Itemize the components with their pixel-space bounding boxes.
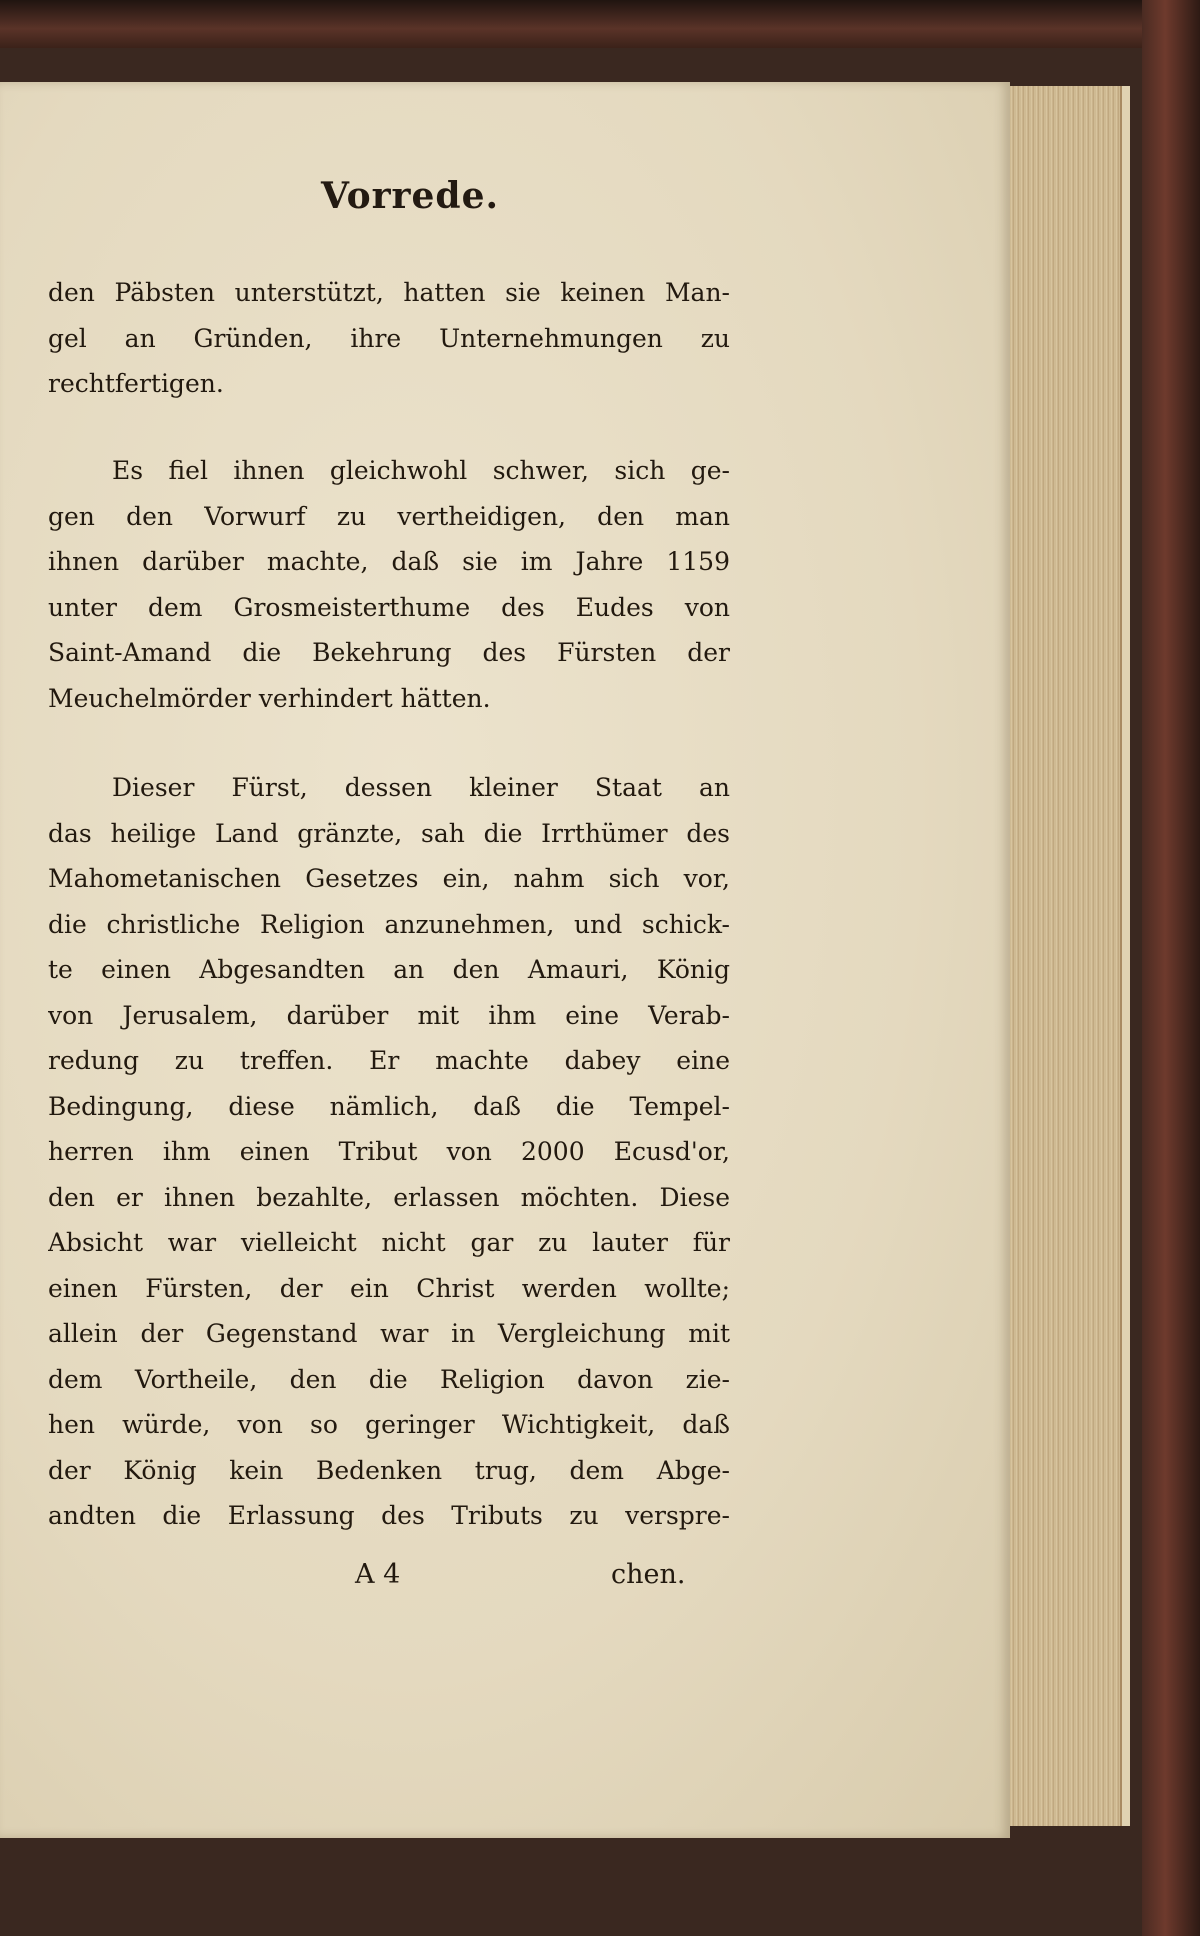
page-heading: Vorrede. xyxy=(320,175,500,217)
text-line: dem Vortheile, den die Religion davon zie- xyxy=(48,1364,730,1394)
text-line: allein der Gegenstand war in Vergleichung mit xyxy=(48,1319,730,1348)
paragraph-3 xyxy=(48,765,730,1539)
text-line: den er ihnen bezahlte, erlassen möchten. Diese xyxy=(48,1182,730,1212)
text-line: te einen Abgesandten an den Amauri, König xyxy=(48,955,730,984)
page-footer xyxy=(0,1559,1010,1605)
text-line: redung zu treffen. Er machte dabey eine xyxy=(48,1046,730,1075)
catchword: chen. xyxy=(611,1559,686,1590)
text-line: herren ihm einen Tribut von 2000 Ecusd'or, xyxy=(48,1137,730,1166)
text-line: einen Fürsten, der ein Christ werden wollte; xyxy=(48,1273,730,1303)
text-line: gen den Vorwurf zu vertheidigen, den man xyxy=(48,501,730,531)
text-line: Es fiel ihnen gleichwohl schwer, sich ge- xyxy=(112,456,730,485)
text-line: Mahometanischen Gesetzes ein, nahm sich vor, xyxy=(48,864,730,893)
text-line: das heilige Land gränzte, sah die Irrthümer des xyxy=(48,818,730,848)
signature-mark: A 4 xyxy=(355,1559,401,1590)
text-line: Meuchelmörder verhindert hätten. xyxy=(48,683,491,713)
text-line: den Päbsten unterstützt, hatten sie keinen Man- xyxy=(48,278,730,307)
text-line: Saint-Amand die Bekehrung des Fürsten der xyxy=(48,638,730,667)
text-line: gel an Gründen, ihre Unternehmungen zu xyxy=(48,323,730,353)
text-line: andten die Erlassung des Tributs zu verspre- xyxy=(48,1501,730,1530)
text-line: unter dem Grosmeisterthume des Eudes von xyxy=(48,592,730,622)
text-line: rechtfertigen. xyxy=(48,369,224,398)
paragraph-1 xyxy=(48,270,730,407)
text-line: hen würde, von so geringer Wichtigkeit, daß xyxy=(48,1410,730,1439)
text-line: ihnen darüber machte, daß sie im Jahre 1159 xyxy=(48,547,730,576)
text-line: Absicht war vielleicht nicht gar zu lauter für xyxy=(48,1228,730,1257)
book-cover-right xyxy=(1142,0,1200,1936)
page-edges xyxy=(1010,86,1123,1826)
book-cover-top xyxy=(0,0,1200,48)
text-line: die christliche Religion anzunehmen, und schick- xyxy=(48,909,730,939)
text-line: der König kein Bedenken trug, dem Abge- xyxy=(48,1455,730,1485)
text-line: Bedingung, diese nämlich, daß die Tempel- xyxy=(48,1091,730,1121)
paragraph-2 xyxy=(48,448,730,721)
text-line: Dieser Fürst, dessen kleiner Staat an xyxy=(112,773,730,802)
text-line: von Jerusalem, darüber mit ihm eine Verab- xyxy=(48,1000,730,1030)
